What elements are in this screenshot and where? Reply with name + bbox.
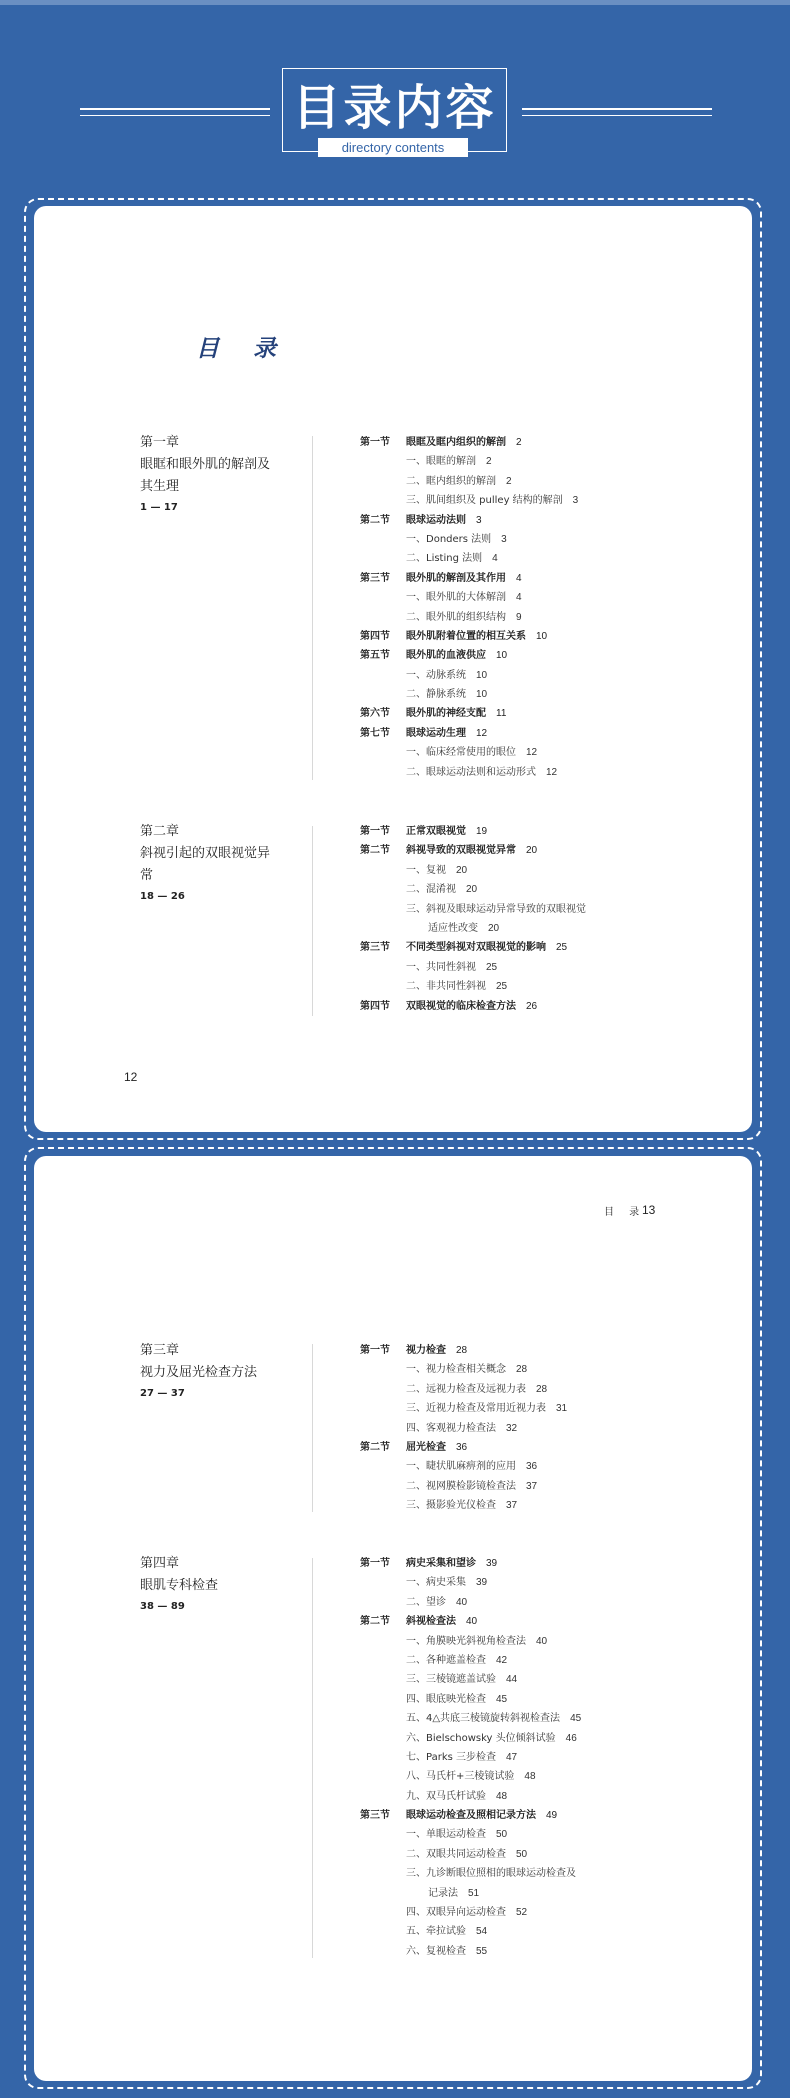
entry-page-number: 25 [496, 981, 508, 993]
toc-subsection-entry [360, 1767, 581, 1786]
entry-title: 四、客观视力检查法 [406, 1422, 496, 1434]
toc-subsection-entry [360, 763, 578, 782]
toc-section-entry [360, 938, 586, 957]
entry-title: 一、眼眶的解剖 [406, 456, 476, 468]
entry-title: 四、眼底映光检查 [406, 1693, 486, 1705]
entry-title: 二、非共同性斜视 [406, 981, 486, 993]
chapter-4 [140, 1553, 280, 1617]
toc-subsection-entry [360, 1632, 581, 1651]
entry-title: 七、Parks 三步检查 [406, 1751, 496, 1763]
toc-section-entry [360, 724, 578, 743]
entry-page-number: 37 [526, 1480, 538, 1492]
running-head: 目 录 [604, 1207, 646, 1218]
chapter-divider [312, 436, 313, 780]
entry-page-number: 40 [466, 1616, 478, 1628]
entry-page-number: 40 [536, 1635, 548, 1647]
section-label: 第三节 [360, 572, 390, 584]
section-label: 第二节 [360, 514, 390, 526]
toc-section-entry [360, 1341, 567, 1360]
toc-section-entry [360, 433, 578, 452]
entry-page-number: 39 [476, 1577, 488, 1589]
entry-title: 二、双眼共同运动检查 [406, 1848, 506, 1860]
entry-page-number: 51 [468, 1887, 480, 1899]
entry-title: 视力检查 [406, 1345, 446, 1356]
chapter-page-range: 18 — 26 [140, 891, 185, 902]
toc-subsection-entry [360, 880, 586, 899]
section-label: 第二节 [360, 1441, 390, 1453]
entry-page-number: 10 [496, 650, 508, 662]
entry-title: 眼球运动生理 [406, 727, 466, 739]
entry-title: 一、视力检查相关概念 [406, 1364, 506, 1376]
toc-subsection-entry [360, 1845, 581, 1864]
entry-title: 三、九诊断眼位照相的眼球运动检查及 [406, 1868, 576, 1880]
entry-page-number: 3 [572, 495, 579, 507]
chapter-title: 视力及屈光检查方法 [140, 1365, 258, 1380]
entry-title: 二、Listing 法则 [406, 553, 483, 565]
toc-list [360, 1554, 581, 1961]
toc-subsection-entry [360, 1399, 567, 1418]
entry-page-number: 49 [546, 1810, 558, 1822]
entry-page-number: 3 [501, 533, 507, 545]
entry-title: 二、各种遮盖检查 [406, 1654, 486, 1666]
entry-title: 一、临床经常使用的眼位 [406, 747, 516, 759]
entry-title: 五、牵拉试验 [406, 1926, 466, 1938]
entry-title: 一、病史采集 [406, 1577, 466, 1589]
section-label: 第一节 [360, 1558, 390, 1569]
entry-page-number: 20 [488, 922, 500, 934]
entry-page-number: 40 [456, 1596, 468, 1608]
entry-title: 斜视导致的双眼视觉异常 [406, 845, 516, 857]
toc-subsection-entry [360, 1496, 567, 1515]
toc-section-entry [360, 841, 586, 860]
entry-page-number: 28 [456, 1345, 468, 1356]
section-label: 第一节 [360, 826, 390, 837]
entry-page-number: 50 [516, 1848, 528, 1860]
entry-title: 二、视网膜检影镜检查法 [406, 1480, 516, 1492]
toc-subsection-entry [360, 1942, 581, 1961]
header-subtitle: directory contents [318, 138, 468, 157]
entry-page-number: 54 [476, 1926, 488, 1938]
chapter-divider [312, 1344, 313, 1512]
entry-title: 二、远视力检查及远视力表 [406, 1383, 526, 1395]
entry-page-number: 12 [476, 727, 488, 739]
toc-subsection-entry [360, 919, 586, 938]
entry-page-number: 42 [496, 1654, 508, 1666]
entry-title: 一、Donders 法则 [406, 533, 492, 545]
section-label: 第三节 [360, 942, 390, 954]
section-label: 第三节 [360, 1810, 390, 1822]
entry-title: 二、眼球运动法则和运动形式 [406, 766, 536, 778]
entry-page-number: 2 [486, 456, 492, 468]
entry-page-number: 45 [496, 1693, 508, 1705]
entry-title: 一、共同性斜视 [406, 961, 476, 973]
entry-page-number: 25 [556, 942, 568, 954]
entry-page-number: 48 [496, 1790, 508, 1802]
entry-title: 二、混淆视 [406, 884, 456, 896]
entry-page-number: 10 [476, 689, 488, 701]
entry-title: 三、肌间组织及 pulley 结构的解剖 [406, 495, 563, 507]
entry-page-number: 47 [506, 1751, 518, 1763]
toc-section-entry [360, 1612, 581, 1631]
entry-page-number: 20 [526, 845, 538, 857]
entry-title: 不同类型斜视对双眼视觉的影响 [406, 942, 546, 954]
entry-title: 眼眶及眶内组织的解剖 [406, 437, 506, 448]
toc-section-entry [360, 997, 586, 1016]
chapter-page-range: 1 — 17 [140, 502, 178, 513]
toc-subsection-entry [360, 608, 578, 627]
chapter-number: 第四章 [140, 1556, 180, 1571]
entry-title: 眼外肌的神经支配 [406, 708, 486, 720]
section-label: 第四节 [360, 1000, 390, 1012]
entry-title: 六、复视检查 [406, 1945, 466, 1957]
toc-subsection-entry [360, 743, 578, 762]
entry-title: 三、斜视及眼球运动异常导致的双眼视觉 [406, 903, 586, 915]
entry-page-number: 37 [506, 1500, 518, 1512]
entry-title: 二、眼外肌的组织结构 [406, 611, 506, 623]
entry-page-number: 2 [506, 475, 512, 487]
entry-title: 一、角膜映光斜视角检查法 [406, 1635, 526, 1647]
toc-subsection-entry [360, 1360, 567, 1379]
entry-title: 一、眼外肌的大体解剖 [406, 592, 506, 604]
chapter-title: 斜视引起的双眼视觉异常 [140, 846, 271, 883]
chapter-title: 眼眶和眼外肌的解剖及其生理 [140, 457, 271, 494]
toc-subsection-entry [360, 1419, 567, 1438]
entry-page-number: 2 [516, 437, 522, 448]
chapter-title: 眼肌专科检查 [140, 1578, 219, 1593]
entry-title: 一、复视 [406, 864, 446, 876]
toc-section-entry [360, 627, 578, 646]
entry-page-number: 48 [524, 1771, 536, 1783]
entry-page-number: 4 [516, 572, 522, 584]
entry-page-number: 3 [476, 514, 482, 526]
toc-section-entry [360, 569, 578, 588]
entry-page-number: 20 [456, 864, 468, 876]
entry-page-number: 12 [526, 747, 538, 759]
chapter-2 [140, 821, 280, 907]
chapter-number: 第一章 [140, 435, 180, 450]
toc-subsection-entry [360, 1380, 567, 1399]
section-label: 第二节 [360, 845, 390, 857]
toc-subsection-entry [360, 472, 578, 491]
entry-page-number: 52 [516, 1907, 528, 1919]
entry-title: 双眼视觉的临床检查方法 [406, 1000, 516, 1012]
section-label: 第一节 [360, 1345, 390, 1356]
toc-section-entry [360, 511, 578, 530]
entry-title: 四、双眼异向运动检查 [406, 1907, 506, 1919]
chapter-page-range: 27 — 37 [140, 1388, 185, 1399]
chapter-number: 第二章 [140, 824, 180, 839]
section-label: 第二节 [360, 1616, 390, 1628]
entry-title: 五、4△共底三棱镜旋转斜视检查法 [406, 1713, 561, 1725]
top-strip [0, 0, 790, 5]
entry-page-number: 10 [476, 669, 488, 681]
section-label: 第一节 [360, 437, 390, 448]
entry-title: 九、双马氏杆试验 [406, 1790, 486, 1802]
header-rule-right-thin [522, 115, 712, 116]
entry-title: 屈光检查 [406, 1441, 446, 1453]
entry-title: 三、近视力检查及常用近视力表 [406, 1403, 546, 1415]
toc-section-entry [360, 1438, 567, 1457]
entry-title: 斜视检查法 [406, 1616, 456, 1628]
toc-subsection-entry [360, 491, 578, 510]
entry-page-number: 44 [506, 1674, 518, 1686]
entry-title: 二、望诊 [406, 1596, 446, 1608]
entry-title: 三、摄影验光仪检查 [406, 1500, 496, 1512]
chapter-divider [312, 826, 313, 1016]
entry-page-number: 12 [546, 766, 558, 778]
toc-subsection-entry [360, 1748, 581, 1767]
toc-subsection-entry [360, 530, 578, 549]
toc-subsection-entry [360, 861, 586, 880]
toc-subsection-entry [360, 1864, 581, 1883]
chapter-divider [312, 1558, 313, 1958]
section-label: 第四节 [360, 630, 390, 642]
toc-section-entry [360, 1554, 581, 1573]
entry-page-number: 36 [456, 1441, 468, 1453]
toc-subsection-entry [360, 1457, 567, 1476]
toc-list [360, 433, 578, 782]
toc-subsection-entry [360, 588, 578, 607]
toc-subsection-entry [360, 1651, 581, 1670]
entry-page-number: 46 [565, 1732, 577, 1744]
entry-page-number: 31 [556, 1403, 568, 1415]
page-number: 12 [124, 1070, 138, 1084]
toc-subsection-entry [360, 1477, 567, 1496]
entry-page-number: 55 [476, 1945, 488, 1957]
toc-subsection-entry [360, 1922, 581, 1941]
entry-title: 一、睫状肌麻痹剂的应用 [406, 1461, 516, 1473]
toc-subsection-entry [360, 1825, 581, 1844]
entry-title: 二、静脉系统 [406, 689, 466, 701]
toc-subsection-entry [360, 958, 586, 977]
toc-section-entry [360, 704, 578, 723]
section-label: 第六节 [360, 708, 390, 720]
section-label: 第七节 [360, 727, 390, 739]
entry-title: 二、眶内组织的解剖 [406, 475, 496, 487]
entry-title: 八、马氏杆+三棱镜试验 [406, 1771, 515, 1783]
header-rule-left-thin [80, 115, 270, 116]
entry-page-number: 45 [570, 1713, 582, 1725]
toc-subsection-entry [360, 977, 586, 996]
toc-subsection-entry [360, 549, 578, 568]
entry-title: 病史采集和望诊 [406, 1558, 476, 1569]
toc-subsection-entry [360, 452, 578, 471]
toc-subsection-entry [360, 1729, 581, 1748]
entry-title: 正常双眼视觉 [406, 826, 466, 837]
toc-section-entry [360, 822, 586, 841]
chapter-3 [140, 1340, 280, 1404]
entry-title: 六、Bielschowsky 头位倾斜试验 [406, 1732, 556, 1744]
toc-subsection-entry [360, 666, 578, 685]
entry-page-number: 39 [486, 1558, 498, 1569]
toc-subsection-entry [360, 1690, 581, 1709]
toc-subsection-entry [360, 1593, 581, 1612]
toc-section-entry [360, 646, 578, 665]
entry-page-number: 4 [516, 592, 522, 604]
entry-title: 记录法 [428, 1887, 458, 1899]
entry-title: 眼外肌的血液供应 [406, 650, 486, 662]
section-label: 第五节 [360, 650, 390, 662]
toc-subsection-entry [360, 1709, 581, 1728]
entry-title: 眼外肌附着位置的相互关系 [406, 630, 526, 642]
entry-page-number: 20 [466, 884, 478, 896]
toc-subsection-entry [360, 1670, 581, 1689]
entry-page-number: 28 [516, 1364, 528, 1376]
entry-title: 眼球运动检查及照相记录方法 [406, 1810, 536, 1822]
header-rule-left [80, 108, 270, 110]
entry-title: 眼外肌的解剖及其作用 [406, 572, 506, 584]
entry-title: 一、单眼运动检查 [406, 1829, 486, 1841]
header-title: 目录内容 [292, 80, 497, 136]
entry-page-number: 11 [496, 708, 507, 720]
page1-heading: 目录 [196, 335, 310, 362]
page-number: 13 [642, 1203, 656, 1217]
entry-page-number: 9 [516, 611, 522, 623]
entry-page-number: 19 [476, 826, 488, 837]
entry-page-number: 28 [536, 1383, 548, 1395]
entry-title: 眼球运动法则 [406, 514, 466, 526]
entry-page-number: 32 [506, 1422, 518, 1434]
entry-page-number: 25 [486, 961, 498, 973]
entry-title: 一、动脉系统 [406, 669, 466, 681]
entry-title: 适应性改变 [428, 922, 478, 934]
toc-subsection-entry [360, 1884, 581, 1903]
entry-page-number: 26 [526, 1000, 538, 1012]
entry-page-number: 10 [536, 630, 548, 642]
chapter-number: 第三章 [140, 1343, 180, 1358]
entry-title: 三、三棱镜遮盖试验 [406, 1674, 496, 1686]
toc-section-entry [360, 1806, 581, 1825]
chapter-1 [140, 432, 280, 518]
toc-subsection-entry [360, 1787, 581, 1806]
header-rule-right [522, 108, 712, 110]
toc-subsection-entry [360, 1573, 581, 1592]
entry-page-number: 36 [526, 1461, 538, 1473]
entry-page-number: 4 [492, 553, 498, 565]
toc-list [360, 822, 586, 1016]
entry-page-number: 50 [496, 1829, 508, 1841]
toc-subsection-entry [360, 685, 578, 704]
chapter-page-range: 38 — 89 [140, 1601, 185, 1612]
toc-subsection-entry [360, 1903, 581, 1922]
toc-subsection-entry [360, 900, 586, 919]
toc-list [360, 1341, 567, 1516]
